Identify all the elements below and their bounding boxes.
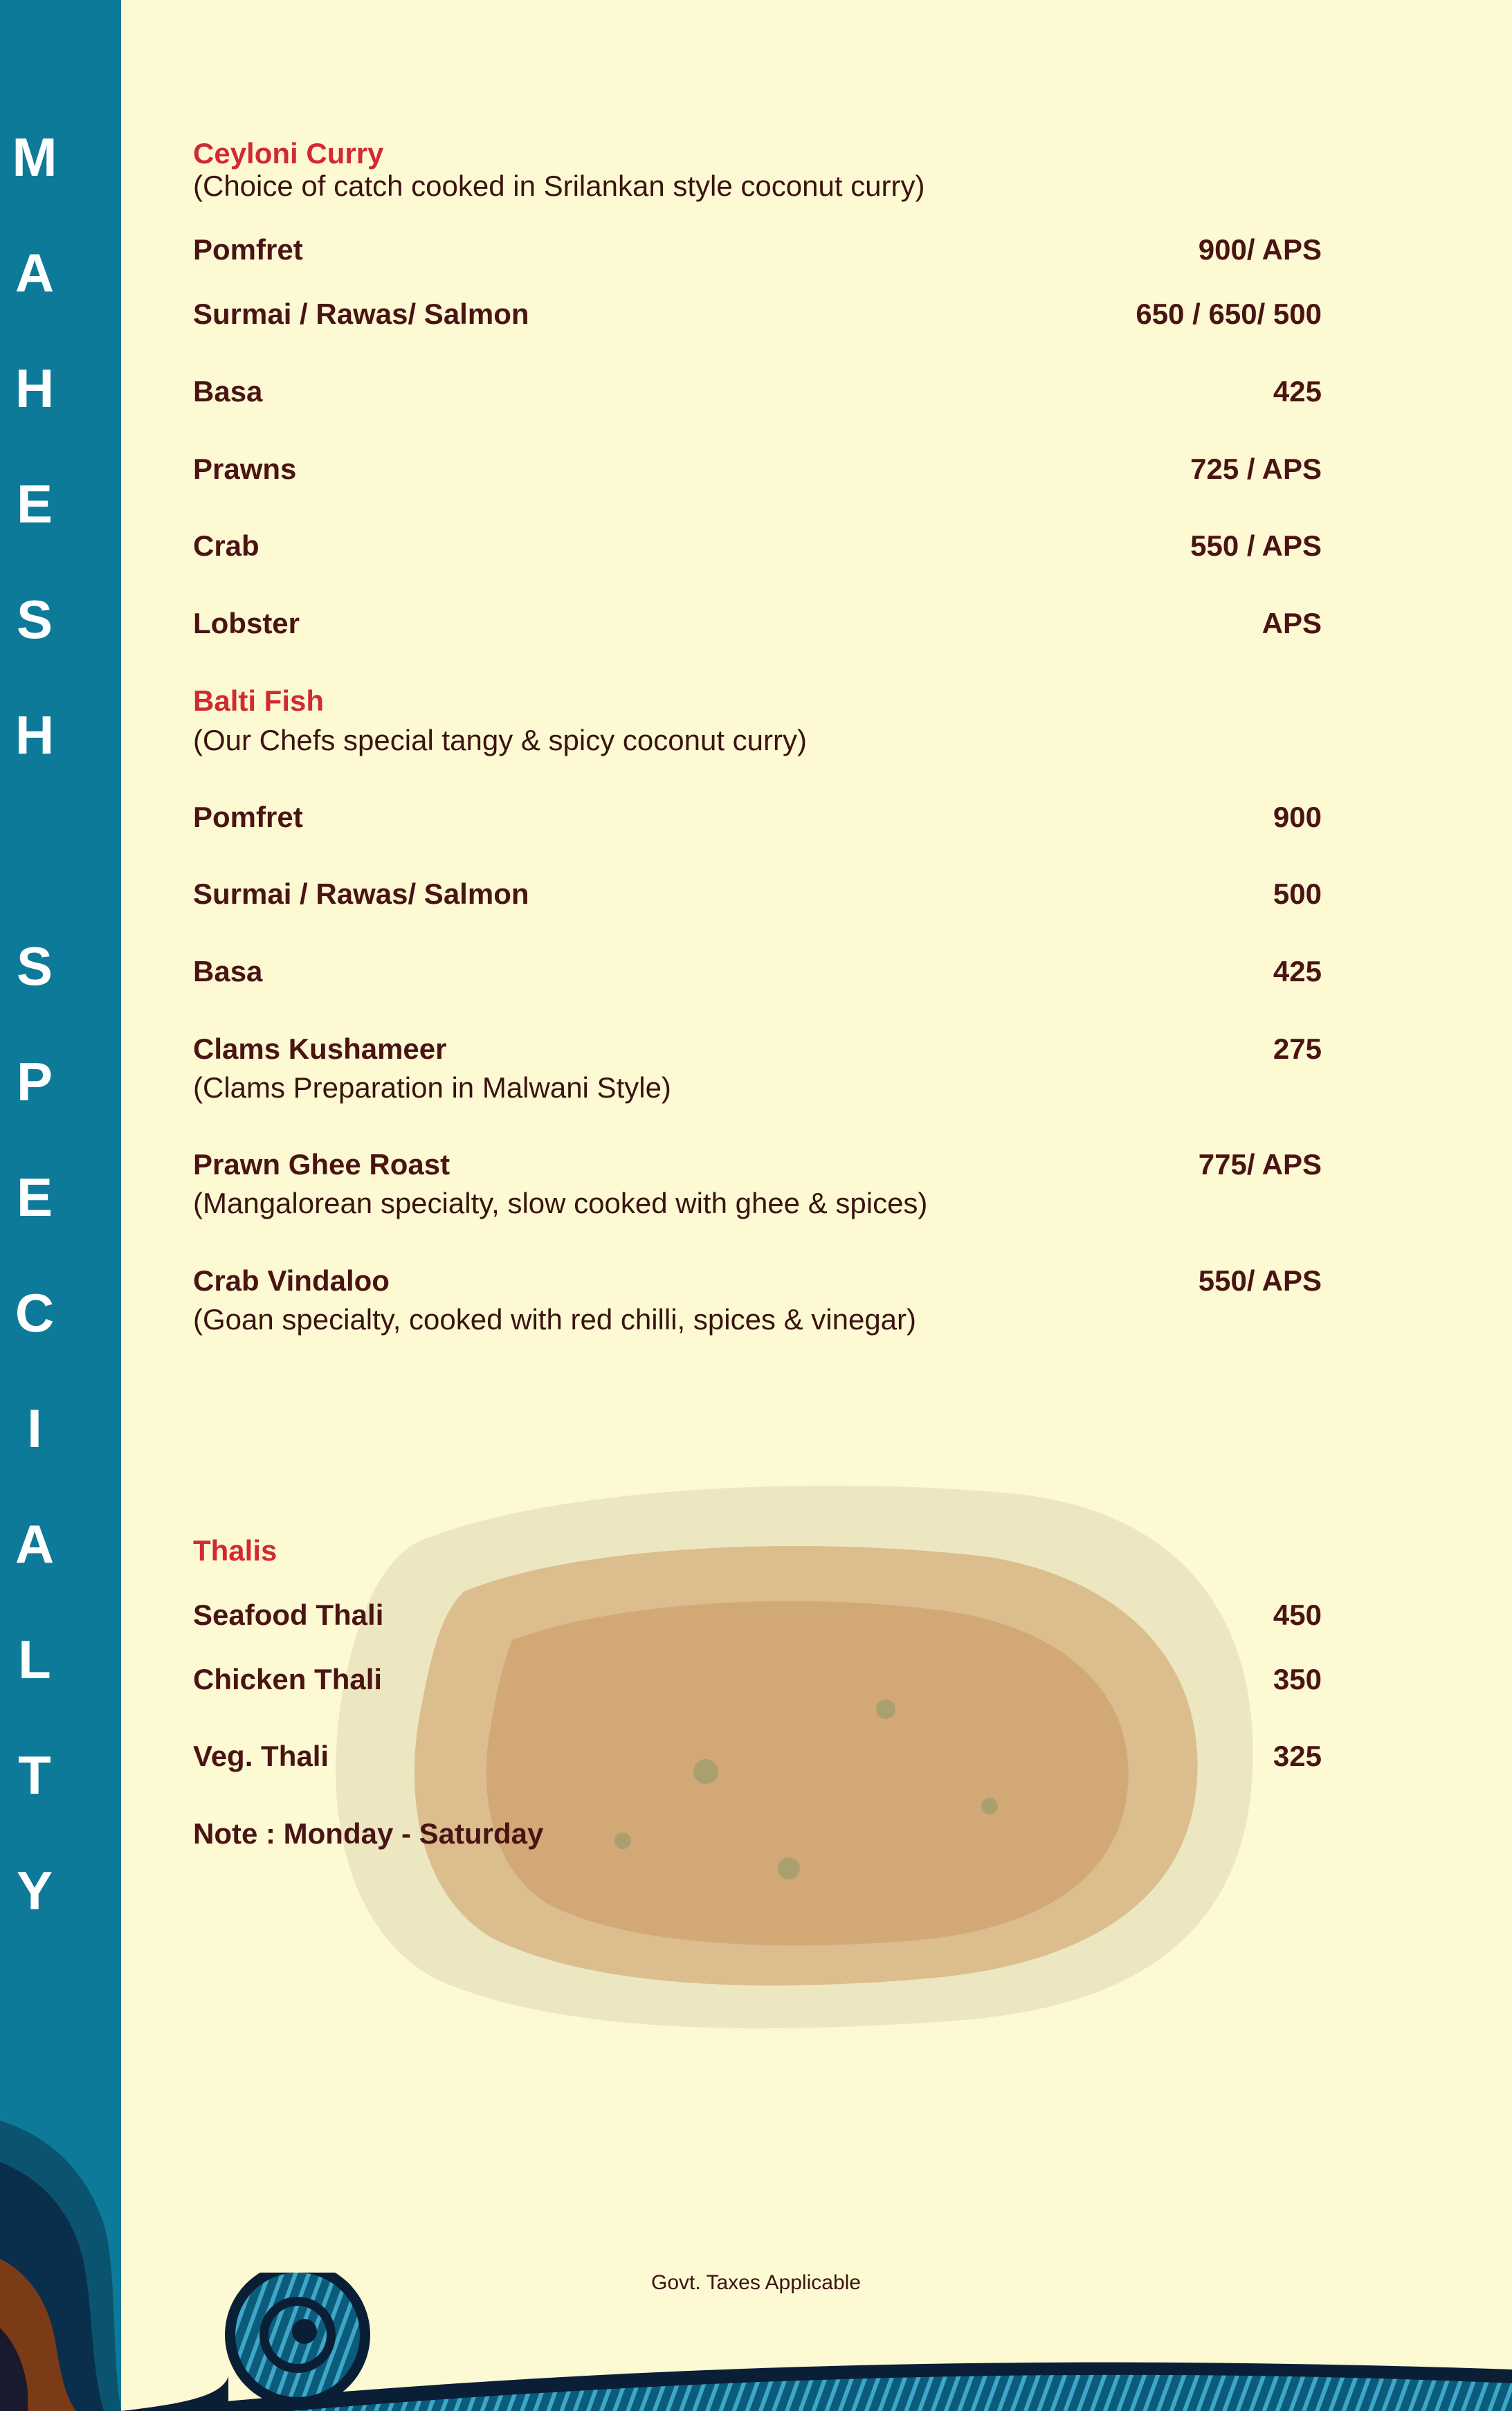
menu-item-name: Veg. Thali <box>193 1740 329 1772</box>
menu-item-price: 425 <box>1273 955 1322 988</box>
sidebar <box>0 0 121 2411</box>
thali-note: Note : Monday - Saturday <box>193 1817 544 1850</box>
menu-item-name: Prawns <box>193 453 297 485</box>
sidebar-letter: S <box>16 936 53 997</box>
menu-item-price: 550 / APS <box>1190 529 1322 562</box>
sidebar-letter: T <box>18 1745 51 1805</box>
menu-item-name: Lobster <box>193 607 300 639</box>
menu-item-name: Seafood Thali <box>193 1599 384 1631</box>
menu-item-name: Chicken Thali <box>193 1663 383 1695</box>
menu-item-price: 275 <box>1273 1032 1322 1065</box>
menu-item-price: 650 / 650/ 500 <box>1136 298 1322 330</box>
vertical-title <box>0 0 121 2411</box>
menu-item-description: (Goan specialty, cooked with red chilli, spices & vinegar) <box>193 1303 917 1336</box>
sidebar-letter: E <box>16 473 53 534</box>
menu-item-name: Clams Kushameer <box>193 1032 447 1065</box>
menu-item-price: APS <box>1261 607 1322 639</box>
sidebar-letter: Y <box>16 1860 53 1921</box>
menu-item-price: 550/ APS <box>1198 1264 1322 1297</box>
sidebar-letter: H <box>15 704 55 765</box>
section-title-ceyloni-curry: Ceyloni Curry <box>193 137 384 170</box>
sidebar-letter: I <box>27 1398 42 1459</box>
section-description-ceyloni-curry: (Choice of catch cooked in Srilankan style coconut curry) <box>193 170 925 202</box>
menu-item-price: 350 <box>1273 1663 1322 1695</box>
menu-item-description: (Clams Preparation in Malwani Style) <box>193 1071 671 1104</box>
section-description-balti-fish: (Our Chefs special tangy & spicy coconut curry) <box>193 724 808 756</box>
sidebar-letter: C <box>15 1282 55 1343</box>
section-title-balti-fish: Balti Fish <box>193 684 325 717</box>
menu-item-price: 450 <box>1273 1599 1322 1631</box>
menu-item-price: 325 <box>1273 1740 1322 1772</box>
sidebar-letter: A <box>15 242 55 303</box>
menu-item-name: Pomfret <box>193 233 303 266</box>
menu-item-price: 425 <box>1273 375 1322 408</box>
sidebar-letter: P <box>16 1051 53 1112</box>
menu-item-price: 900/ APS <box>1198 233 1322 266</box>
menu-item-price: 775/ APS <box>1198 1148 1322 1181</box>
sidebar-letter: M <box>12 127 57 188</box>
sidebar-letter: S <box>16 589 53 650</box>
menu-item-name: Crab Vindaloo <box>193 1264 390 1297</box>
menu-item-price: 500 <box>1273 877 1322 910</box>
menu-item-name: Basa <box>193 955 263 988</box>
menu-item-price: 725 / APS <box>1190 453 1322 485</box>
sidebar-letter: E <box>16 1167 53 1228</box>
menu-item-name: Crab <box>193 529 259 562</box>
sidebar-letter: H <box>15 358 55 419</box>
menu-item-name: Surmai / Rawas/ Salmon <box>193 877 529 910</box>
menu-item-name: Pomfret <box>193 801 303 833</box>
sidebar-letter: A <box>15 1513 55 1574</box>
sidebar-letter: L <box>18 1629 51 1690</box>
menu-item-name: Surmai / Rawas/ Salmon <box>193 298 529 330</box>
dish-photo <box>332 1481 1259 2035</box>
menu-item-name: Prawn Ghee Roast <box>193 1148 450 1181</box>
menu-item-price: 900 <box>1273 801 1322 833</box>
menu-item-description: (Mangalorean specialty, slow cooked with ghee & spices) <box>193 1187 928 1219</box>
taxes-note: Govt. Taxes Applicable <box>651 2271 861 2294</box>
menu-item-name: Basa <box>193 375 263 408</box>
section-title-thalis: Thalis <box>193 1534 277 1567</box>
decorative-wave <box>0 2273 1512 2411</box>
